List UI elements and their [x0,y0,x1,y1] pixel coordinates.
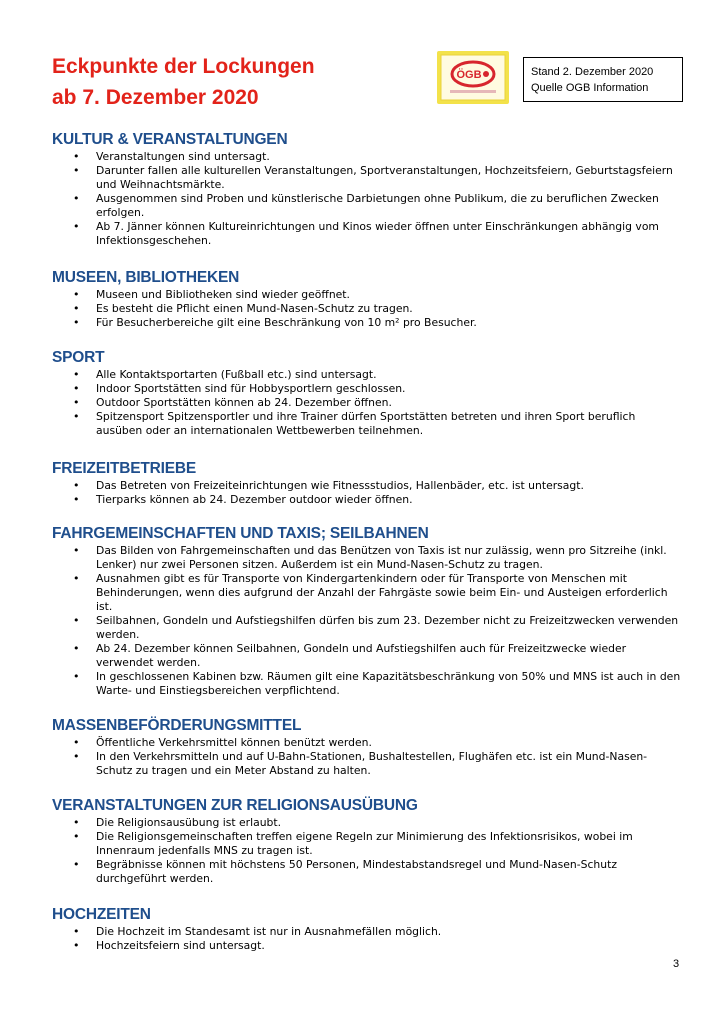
section-religion [52,796,682,886]
list-item: • Tierparks können ab 24. Dezember outdoor wieder öffnen. [52,493,682,507]
list-item: • Öffentliche Verkehrsmittel können benützt werden. [52,736,682,750]
list-item: • Ausnahmen gibt es für Transporte von Kindergartenkindern oder für Transporte von Menschen mit Behinderungen, wenn dies aufgrund der Anzahl der Fahrgäste sowie beim Ein- und Austeigen erforderlich ist. [52,572,682,614]
ogb-stamp-icon [436,50,510,105]
list-item: • Die Religionsausübung ist erlaubt. [52,816,682,830]
list-item: • Ab 7. Jänner können Kultureinrichtungen und Kinos wieder öffnen unter Einschränkungen abhängig vom Infektionsgeschehen. [52,220,682,248]
list-item: • Veranstaltungen sind untersagt. [52,150,682,164]
bullet-list [52,479,682,507]
list-item: • Museen und Bibliotheken sind wieder geöffnet. [52,288,682,302]
list-item: • Darunter fallen alle kulturellen Veranstaltungen, Sportveranstaltungen, Hochzeitsfeiern, Geburtstagsfeiern und Weihnachtsmärkte. [52,164,682,192]
title-line-2: ab 7. Dezember 2020 [52,86,259,109]
section-heading: VERANSTALTUNGEN ZUR RELIGIONSAUSÜBUNG [52,797,418,814]
section-heading: MASSENBEFÖRDERUNGSMITTEL [52,717,302,734]
list-item: • Begräbnisse können mit höchstens 50 Personen, Mindestabstandsregel und Mund-Nasen-Schutz durchgeführt werden. [52,858,682,886]
list-item: • Indoor Sportstätten sind für Hobbysportlern geschlossen. [52,382,682,396]
section-heading: HOCHZEITEN [52,906,151,923]
list-item: • Spitzensport Spitzensportler und ihre Trainer dürfen Sportstätten betreten und ihren Sport beruflich ausüben oder an internationalen Wettbewerben teilnehmen. [52,410,682,438]
section-massenbefoerderung [52,716,682,778]
info-box-date: Stand 2. Dezember 2020 [531,66,654,78]
bullet-list [52,368,682,438]
list-item: • Hochzeitsfeiern sind untersagt. [52,939,682,953]
section-heading: KULTUR & VERANSTALTUNGEN [52,131,288,148]
bullet-list [52,736,682,778]
section-museen [52,268,682,330]
section-heading: FAHRGEMEINSCHAFTEN UND TAXIS; SEILBAHNEN [52,525,429,542]
page-number: 3 [673,958,680,970]
list-item: • Für Besucherbereiche gilt eine Beschränkung von 10 m² pro Besucher. [52,316,682,330]
bullet-list [52,150,682,248]
section-sport [52,348,682,438]
ogb-logo [436,50,510,105]
section-heading: FREIZEITBETRIEBE [52,460,197,477]
list-item: • Die Religionsgemeinschaften treffen eigene Regeln zur Minimierung des Infektionsrisikos, wobei im Innenraum jedenfalls MNS zu tragen ist. [52,830,682,858]
section-hochzeiten [52,905,682,953]
list-item: • Ab 24. Dezember können Seilbahnen, Gondeln und Aufstiegshilfen auch für Freizeitzwecke wieder verwendet werden. [52,642,682,670]
page-title [52,51,315,113]
bullet-list [52,816,682,886]
list-item: • Das Bilden von Fahrgemeinschaften und das Benützen von Taxis ist nur zulässig, wenn pro Sitzreihe (inkl. Lenker) nur zwei Personen sitzen. Außerdem ist ein Mund-Nasen-Schutz zu tragen. [52,544,682,572]
list-item: • In den Verkehrsmitteln und auf U-Bahn-Stationen, Bushaltestellen, Flughäfen etc. ist ein Mund-Nasen-Schutz zu tragen und ein Meter Abstand zu halten. [52,750,682,778]
list-item: • Das Betreten von Freizeiteinrichtungen wie Fitnessstudios, Hallenbäder, etc. ist untersagt. [52,479,682,493]
list-item: • Outdoor Sportstätten können ab 24. Dezember öffnen. [52,396,682,410]
logo-text: ÖGB [456,69,482,81]
list-item: • In geschlossenen Kabinen bzw. Räumen gilt eine Kapazitätsbeschränkung von 50% und MNS ist auch in den Warte- und Einstiegsbereichen verpflichtend. [52,670,682,698]
info-box [523,57,683,102]
section-fahrgemeinschaften [52,524,682,698]
info-box-source: Quelle OGB Information [531,82,649,94]
list-item: • Ausgenommen sind Proben und künstlerische Darbietungen ohne Publikum, die zu beruflichen Zwecken erfolgen. [52,192,682,220]
list-item: • Seilbahnen, Gondeln und Aufstiegshilfen dürfen bis zum 23. Dezember nicht zu Freizeitzwecken verwenden werden. [52,614,682,642]
list-item: • Alle Kontaktsportarten (Fußball etc.) sind untersagt. [52,368,682,382]
title-line-1: Eckpunkte der Lockungen [52,55,315,78]
section-freizeitbetriebe [52,459,682,507]
section-heading: SPORT [52,349,105,366]
bullet-list [52,544,682,698]
section-heading: MUSEEN, BIBLIOTHEKEN [52,269,240,286]
list-item: • Die Hochzeit im Standesamt ist nur in Ausnahmefällen möglich. [52,925,682,939]
list-item: • Es besteht die Pflicht einen Mund-Nasen-Schutz zu tragen. [52,302,682,316]
section-kultur [52,130,682,248]
bullet-list [52,925,682,953]
bullet-list [52,288,682,330]
